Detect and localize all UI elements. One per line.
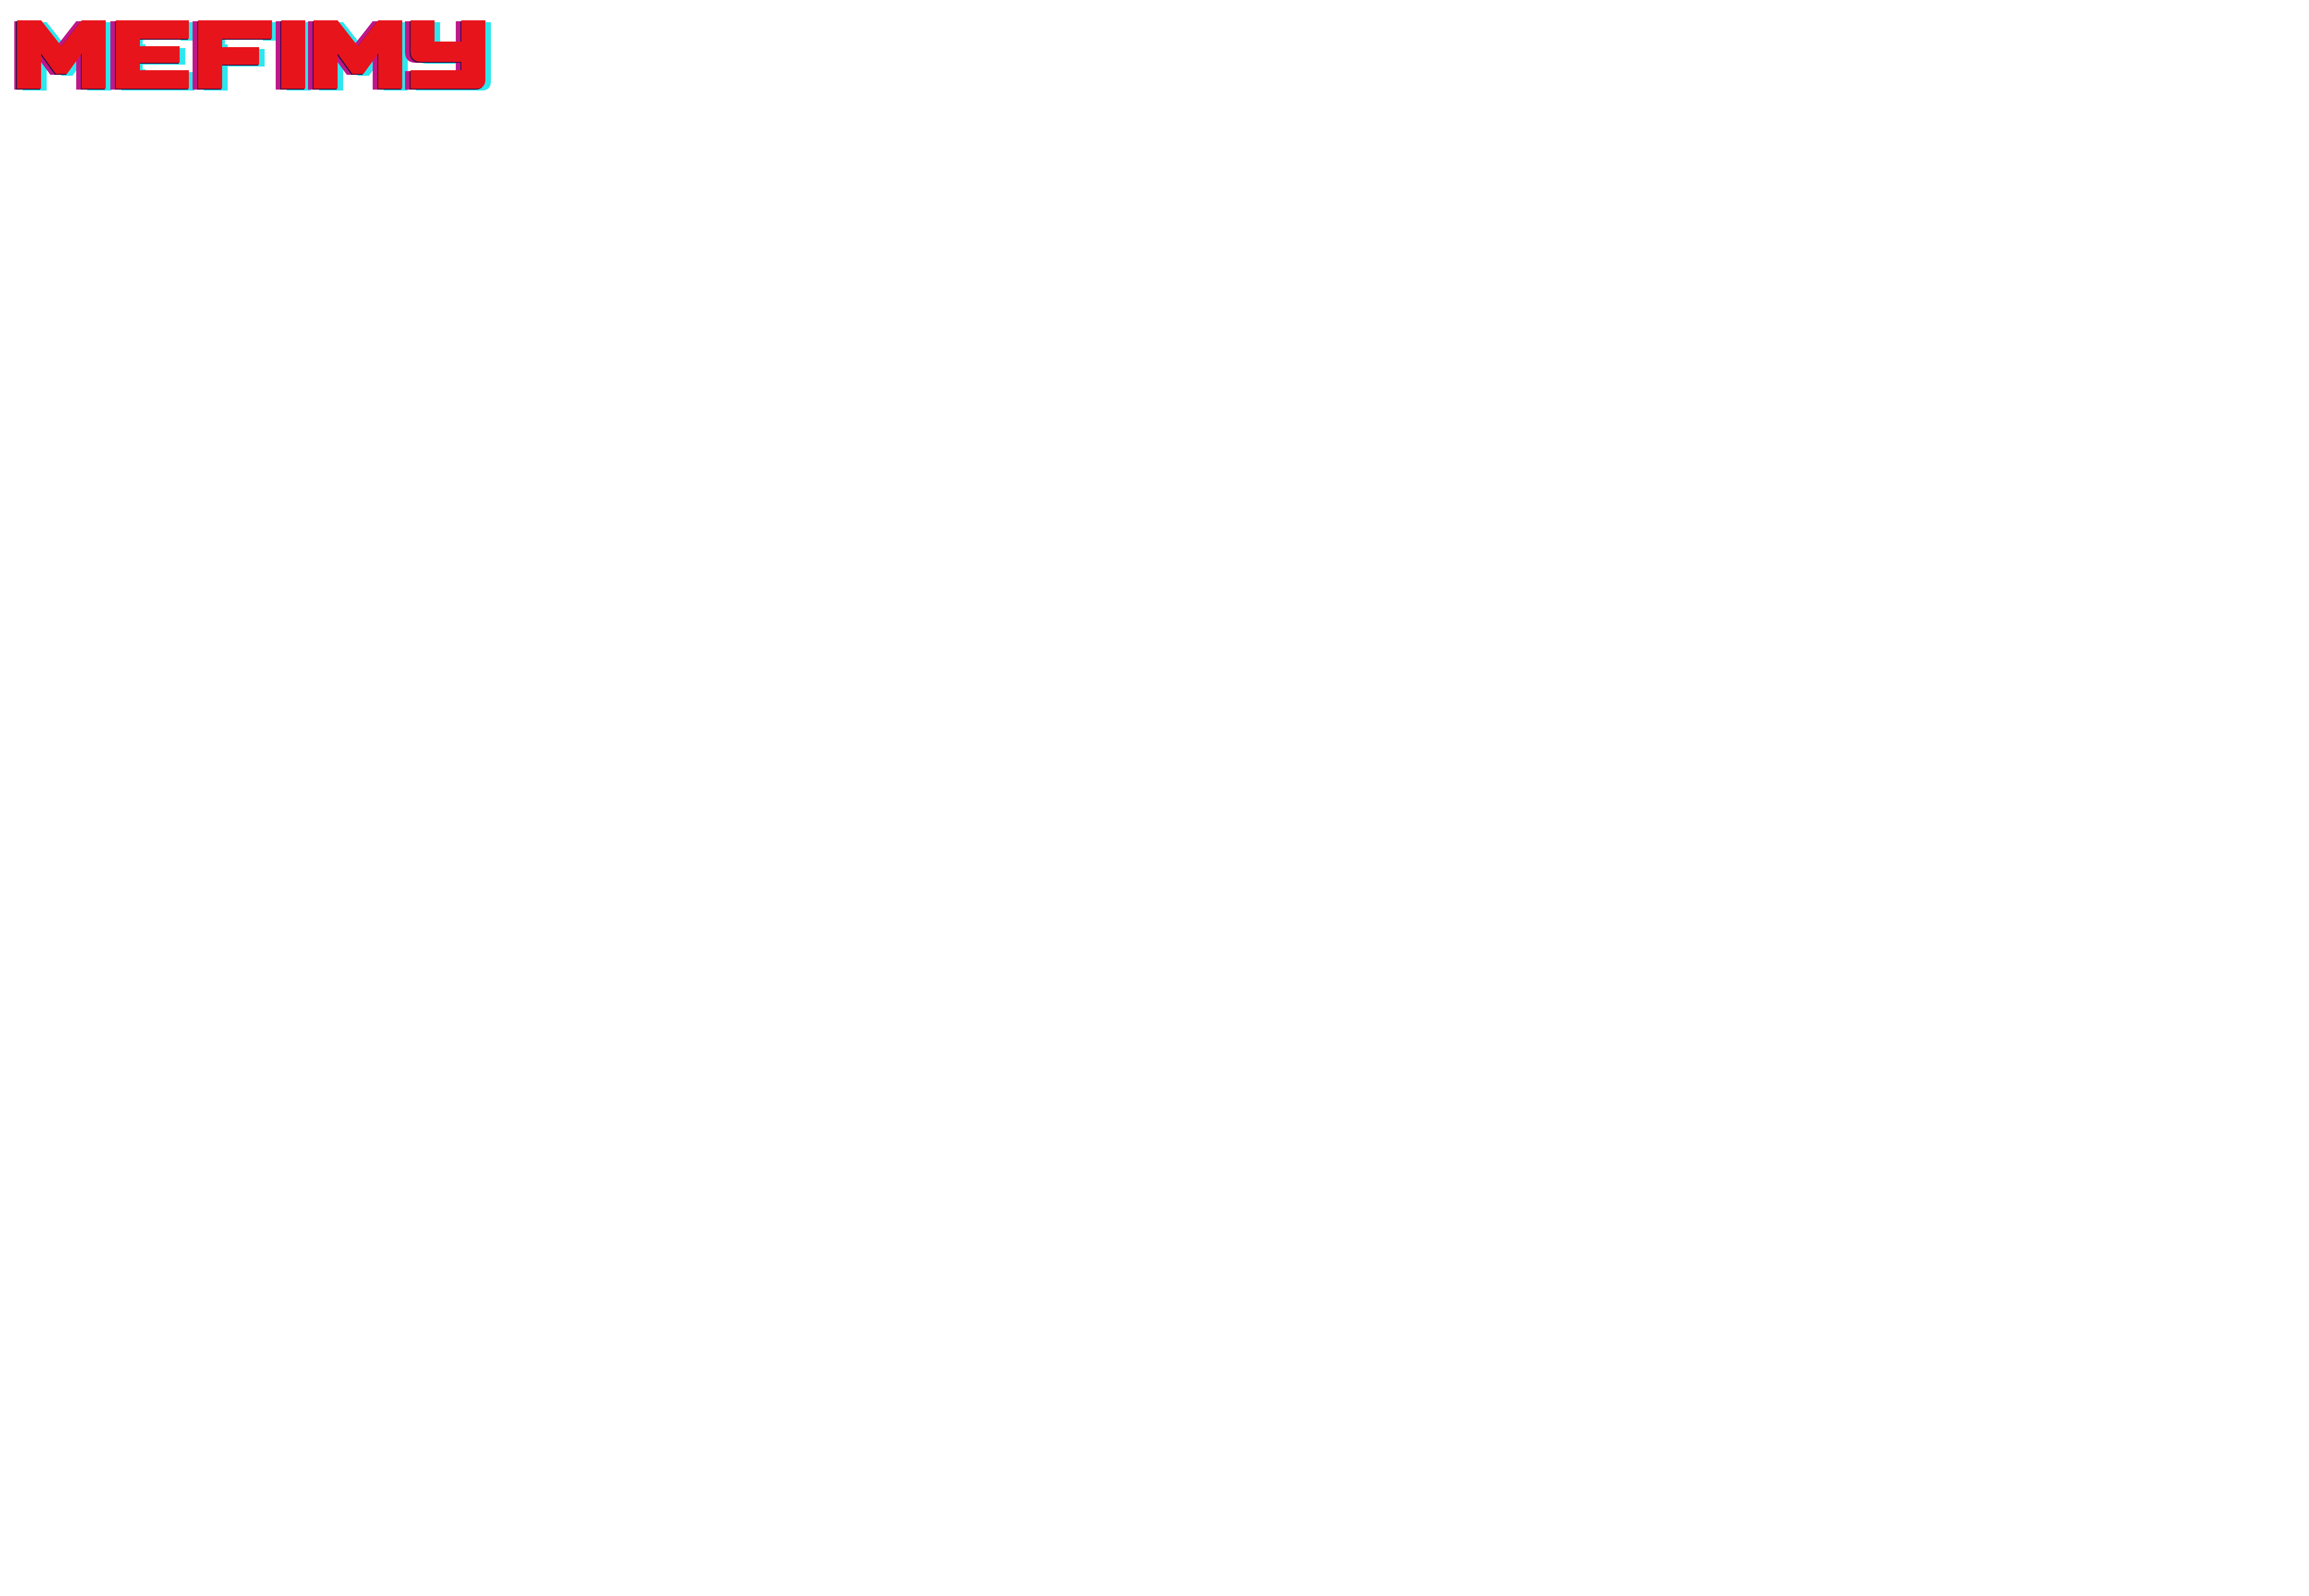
logo-y-highlight: [418, 65, 456, 69]
brand-logo-graphic: [14, 20, 492, 91]
logo-e-highlight-bottom: [143, 65, 181, 69]
main-content: [0, 120, 2309, 1596]
logo-e-highlight-top: [143, 40, 181, 44]
site-header: [0, 0, 2309, 120]
brand-logo[interactable]: [14, 20, 492, 91]
logo-f-highlight: [225, 40, 263, 44]
